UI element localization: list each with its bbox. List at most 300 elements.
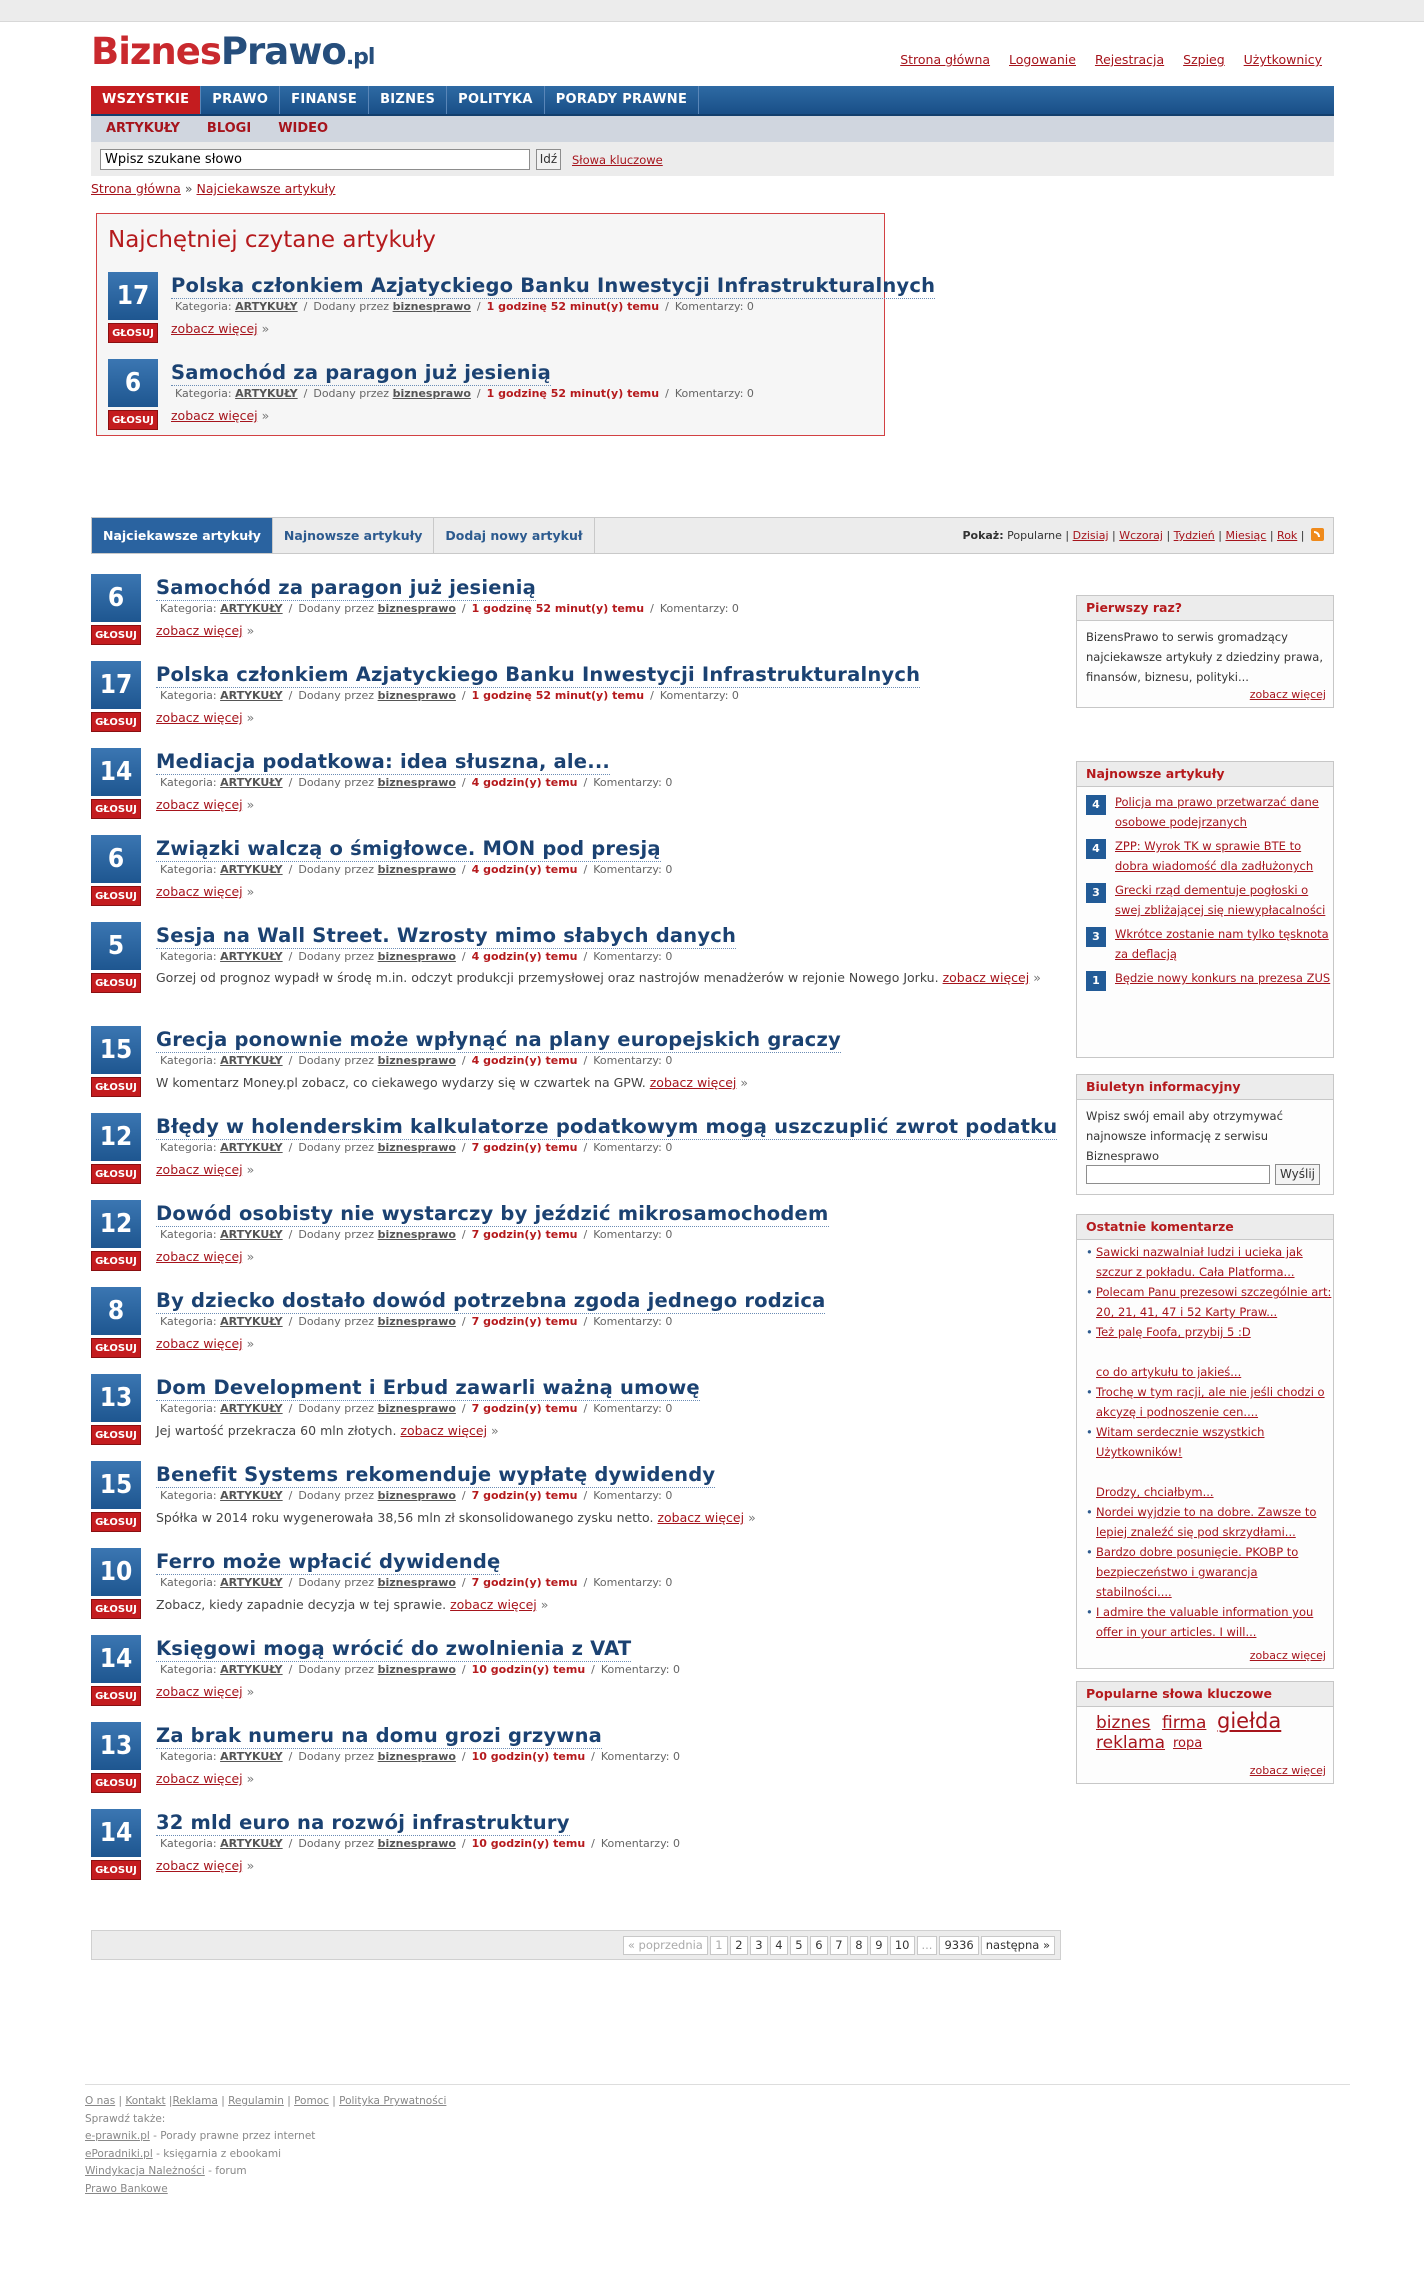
comment-item — [1077, 1542, 1333, 1602]
vote-button[interactable]: GŁOSUJ — [91, 973, 141, 993]
vote-button[interactable]: GŁOSUJ — [91, 1077, 141, 1097]
pagination-page[interactable]: 5 — [790, 1936, 808, 1955]
author-link[interactable]: biznesprawo — [377, 1054, 456, 1067]
top-link-login[interactable]: Logowanie — [1009, 52, 1076, 67]
comment-link[interactable]: co do artykułu to jakieś... — [1096, 1365, 1242, 1379]
separator: / — [288, 950, 293, 963]
article-title-link[interactable]: Ferro może wpłacić dywidendę — [156, 1550, 501, 1573]
vote-button[interactable]: GŁOSUJ — [91, 1686, 141, 1706]
article-excerpt — [156, 1771, 254, 1786]
author-link[interactable]: biznesprawo — [377, 1315, 456, 1328]
pagination-page[interactable]: 2 — [730, 1936, 748, 1955]
comment-count: Komentarzy: 0 — [600, 1663, 680, 1676]
see-more-link[interactable]: zobacz więcej — [450, 1597, 537, 1612]
pagination-page[interactable]: 8 — [850, 1936, 868, 1955]
article-title-link[interactable]: Za brak numeru na domu grozi grzywna — [156, 1724, 603, 1747]
newest-vote-count: 4 — [1086, 795, 1106, 815]
comment-count: Komentarzy: 0 — [593, 1576, 673, 1589]
see-more-link[interactable]: zobacz więcej — [156, 884, 243, 899]
article-time: 1 godzinę 52 minut(y) temu — [471, 689, 645, 702]
article-title-link[interactable]: Sesja na Wall Street. Wzrosty mimo słabych danych — [156, 924, 737, 947]
footer-link-ads[interactable]: Reklama — [172, 2095, 218, 2107]
category-link[interactable]: ARTYKUŁY — [220, 776, 283, 789]
see-more-link[interactable]: zobacz więcej — [156, 710, 243, 725]
newest-article-link[interactable]: Będzie nowy konkurs na prezesa ZUS — [1115, 971, 1331, 985]
footer-partner-link[interactable]: Windykacja Należności — [85, 2165, 205, 2177]
article-title-link[interactable]: Mediacja podatkowa: idea słuszna, ale... — [156, 750, 611, 773]
search-bar — [91, 142, 1334, 176]
separator: / — [288, 1663, 293, 1676]
category-link[interactable]: ARTYKUŁY — [220, 1837, 283, 1850]
author-link[interactable]: biznesprawo — [377, 689, 456, 702]
author-link[interactable]: biznesprawo — [377, 1228, 456, 1241]
keyword-link[interactable]: biznes — [1096, 1713, 1151, 1733]
vote-box — [91, 1548, 141, 1619]
footer-link-contact[interactable]: Kontakt — [125, 2095, 166, 2107]
pagination-page[interactable]: 4 — [770, 1936, 788, 1955]
added-by-label: Dodany przez — [313, 387, 390, 400]
keyword-link[interactable]: giełda — [1217, 1709, 1282, 1733]
category-link[interactable]: ARTYKUŁY — [220, 689, 283, 702]
article-title-link[interactable]: Polska członkiem Azjatyckiego Banku Inwestycji Infrastrukturalnych — [156, 663, 921, 686]
filter-label: Pokaż: — [962, 529, 1004, 542]
most-read-title: Najchętniej czytane artykuły — [108, 227, 436, 253]
added-by-label: Dodany przez — [298, 1576, 375, 1589]
added-by-label: Dodany przez — [298, 863, 375, 876]
filter-yesterday[interactable]: Wczoraj — [1119, 529, 1163, 542]
comment-item — [1077, 1382, 1333, 1422]
article-meta — [160, 950, 672, 963]
separator: / — [583, 1489, 588, 1502]
comment-count: Komentarzy: 0 — [593, 1228, 673, 1241]
logo-part-pl: .pl — [345, 45, 375, 70]
article-meta — [160, 1141, 672, 1154]
search-input[interactable] — [100, 149, 530, 170]
article-meta — [160, 689, 739, 702]
article-meta — [160, 1402, 672, 1415]
author-link[interactable]: biznesprawo — [377, 863, 456, 876]
keywords-link[interactable]: Słowa kluczowe — [572, 153, 663, 167]
keyword-link[interactable]: firma — [1162, 1713, 1207, 1733]
article-title-link[interactable]: Benefit Systems rekomenduje wypłatę dywidendy — [156, 1463, 716, 1486]
keyword-link[interactable]: ropa — [1173, 1736, 1203, 1751]
vote-button[interactable]: GŁOSUJ — [91, 625, 141, 645]
article-title-link[interactable]: Błędy w holenderskim kalkulatorze podatkowym mogą uszczuplić zwrot podatku — [156, 1115, 1058, 1138]
article-title-link[interactable]: Samochód za paragon już jesienią — [156, 576, 536, 599]
newsletter-text: Wpisz swój email aby otrzymywać najnowsze informację z serwisu Biznesprawo — [1086, 1109, 1283, 1163]
vote-button[interactable]: GŁOSUJ — [91, 712, 141, 732]
category-link[interactable]: ARTYKUŁY — [220, 1402, 283, 1415]
article-time: 1 godzinę 52 minut(y) temu — [471, 602, 645, 615]
footer-partner — [85, 2163, 1350, 2181]
article-time: 7 godzin(y) temu — [471, 1402, 578, 1415]
category-link[interactable]: ARTYKUŁY — [220, 1054, 283, 1067]
article-title-link[interactable]: Dom Development i Erbud zawarli ważną umowę — [156, 1376, 700, 1399]
vote-button[interactable]: GŁOSUJ — [91, 1338, 141, 1358]
separator: / — [461, 1315, 466, 1328]
vote-count: 13 — [91, 1722, 141, 1770]
see-more-link[interactable]: zobacz więcej — [400, 1423, 488, 1438]
vote-box — [91, 574, 141, 645]
most-read-item — [108, 272, 936, 352]
vote-button[interactable]: GŁOSUJ — [91, 1860, 141, 1880]
top-link-home[interactable]: Strona główna — [900, 52, 991, 67]
recent-comments-list — [1077, 1240, 1333, 1642]
see-more-link[interactable]: zobacz więcej — [649, 1075, 737, 1090]
vote-box — [91, 1635, 141, 1706]
newest-article-link[interactable]: Policja ma prawo przetwarzać dane osobowe podejrzanych — [1115, 795, 1319, 829]
article-excerpt — [156, 1684, 254, 1699]
see-more-link[interactable]: zobacz więcej — [171, 321, 258, 336]
separator: / — [288, 1576, 293, 1589]
separator: / — [461, 1837, 466, 1850]
comment-count: Komentarzy: 0 — [600, 1750, 680, 1763]
article-title-link[interactable]: 32 mld euro na rozwój infrastruktury — [156, 1811, 570, 1834]
footer-partner — [85, 2128, 1350, 2146]
popular-keywords-more-link[interactable]: zobacz więcej — [1249, 1764, 1326, 1777]
separator: / — [583, 1141, 588, 1154]
vote-box — [108, 359, 158, 430]
sub-nav — [91, 116, 1334, 142]
vote-button[interactable]: GŁOSUJ — [91, 1164, 141, 1184]
article-tabs-bar — [91, 517, 1334, 554]
footer-partner-link[interactable]: Prawo Bankowe — [85, 2182, 168, 2195]
separator: / — [583, 1576, 588, 1589]
article-meta — [160, 1576, 672, 1589]
article-excerpt — [156, 969, 1066, 987]
site-logo[interactable] — [91, 30, 374, 80]
newest-vote-count: 1 — [1086, 971, 1106, 991]
vote-button[interactable]: GŁOSUJ — [91, 1599, 141, 1619]
separator: / — [461, 776, 466, 789]
article-meta — [160, 602, 739, 615]
added-by-label: Dodany przez — [298, 1750, 375, 1763]
vote-box — [108, 272, 158, 343]
excerpt-text: Gorzej od prognoz wypadł w środę m.in. odczyt produkcji przemysłowej oraz nastrojów menadżerów w rejonie Nowego Jorku. — [156, 970, 939, 985]
separator: / — [288, 689, 293, 702]
pagination-page[interactable]: 7 — [830, 1936, 848, 1955]
article-excerpt — [156, 1510, 756, 1525]
separator: / — [583, 1228, 588, 1241]
comment-link[interactable]: Nordei wyjdzie to na dobre. Zawsze to lepiej znaleźć się pod skrzydłami... — [1096, 1505, 1317, 1539]
comment-item — [1077, 1282, 1333, 1322]
article-title-link[interactable]: Księgowi mogą wrócić do zwolnienia z VAT — [156, 1637, 632, 1660]
article-meta — [160, 1315, 672, 1328]
pagination-page[interactable]: 10 — [890, 1936, 915, 1955]
footer-link-terms[interactable]: Regulamin — [228, 2095, 284, 2107]
raquo: » — [246, 1858, 255, 1873]
vote-box — [91, 1722, 141, 1793]
article-title-link[interactable]: Grecja ponownie może wpłynąć na plany europejskich graczy — [156, 1028, 841, 1051]
see-more-link[interactable]: zobacz więcej — [156, 1858, 243, 1873]
author-link[interactable]: biznesprawo — [377, 1141, 456, 1154]
article-excerpt — [156, 1162, 254, 1177]
recent-comments-title: Ostatnie komentarze — [1077, 1215, 1333, 1240]
see-more-link[interactable]: zobacz więcej — [156, 623, 243, 638]
comment-count: Komentarzy: 0 — [593, 863, 673, 876]
added-by-label: Dodany przez — [298, 776, 375, 789]
newest-article-item — [1077, 836, 1333, 876]
comment-item — [1077, 1602, 1333, 1642]
comment-item — [1077, 1422, 1333, 1462]
comment-count: Komentarzy: 0 — [600, 1837, 680, 1850]
pagination — [91, 1930, 1061, 1960]
category-link[interactable]: ARTYKUŁY — [220, 1315, 283, 1328]
see-more-link[interactable]: zobacz więcej — [156, 1684, 243, 1699]
vote-count: 15 — [91, 1461, 141, 1509]
pagination-next[interactable]: następna » — [981, 1936, 1055, 1955]
article-excerpt — [156, 1336, 254, 1351]
excerpt-text: W komentarz Money.pl zobacz, co ciekawego wydarzy się w czwartek na GPW. — [156, 1075, 646, 1090]
vote-button[interactable]: GŁOSUJ — [91, 1773, 141, 1793]
comment-count: Komentarzy: 0 — [593, 1315, 673, 1328]
newsletter-email-field[interactable] — [1086, 1165, 1270, 1184]
vote-box — [91, 661, 141, 732]
footer-link-help[interactable]: Pomoc — [294, 2095, 329, 2107]
footer-links: O nas | Kontakt |Reklama | Regulamin | Pomoc | Polityka Prywatności — [85, 2095, 447, 2107]
author-link[interactable]: biznesprawo — [377, 950, 456, 963]
article-item — [91, 1635, 1061, 1719]
filter-week[interactable]: Tydzień — [1173, 529, 1215, 542]
article-excerpt — [156, 623, 254, 638]
first-time-title: Pierwszy raz? — [1077, 596, 1333, 621]
main-nav-all[interactable]: WSZYSTKIE — [91, 86, 201, 114]
raquo: » — [261, 408, 270, 423]
top-link-spy[interactable]: Szpieg — [1183, 52, 1225, 67]
article-item — [91, 1374, 1061, 1458]
sub-nav-articles[interactable]: ARTYKUŁY — [106, 121, 180, 136]
tab-newest[interactable]: Najnowsze artykuły — [273, 518, 434, 553]
vote-count: 6 — [91, 574, 141, 622]
article-item — [91, 1026, 1061, 1110]
vote-box — [91, 1026, 141, 1097]
vote-count: 6 — [108, 359, 158, 407]
newest-vote-count: 4 — [1086, 839, 1106, 859]
added-by-label: Dodany przez — [298, 1663, 375, 1676]
breadcrumb-home[interactable]: Strona główna — [91, 181, 181, 196]
article-title-link[interactable]: Polska członkiem Azjatyckiego Banku Inwestycji Infrastrukturalnych — [171, 274, 936, 297]
article-excerpt — [156, 710, 254, 725]
author-link[interactable]: biznesprawo — [392, 300, 471, 313]
newest-vote-count: 3 — [1086, 883, 1106, 903]
newest-article-item — [1077, 792, 1333, 832]
article-time: 1 godzinę 52 minut(y) temu — [486, 387, 660, 400]
author-link[interactable]: biznesprawo — [377, 1402, 456, 1415]
logo-part-prawo: Prawo — [220, 30, 346, 73]
sub-nav-blogs[interactable]: BLOGI — [206, 121, 252, 136]
newsletter-send-button[interactable]: Wyślij — [1275, 1164, 1320, 1185]
vote-box — [91, 1287, 141, 1358]
main-nav-finance[interactable]: FINANSE — [280, 86, 369, 114]
category-label: Kategoria: — [175, 387, 232, 400]
rss-icon[interactable] — [1311, 528, 1324, 541]
first-time-more-link[interactable]: zobacz więcej — [1249, 688, 1326, 701]
separator: / — [583, 863, 588, 876]
author-link[interactable]: biznesprawo — [377, 1576, 456, 1589]
added-by-label: Dodany przez — [298, 1402, 375, 1415]
category-link[interactable]: ARTYKUŁY — [220, 1663, 283, 1676]
category-label: Kategoria: — [160, 776, 217, 789]
comment-link[interactable]: Polecam Panu prezesowi szczególnie art: 20, 21, 41, 47 i 52 Karty Praw... — [1096, 1285, 1332, 1319]
category-label: Kategoria: — [160, 950, 217, 963]
footer-partner-link[interactable]: ePoradniki.pl — [85, 2147, 153, 2160]
pagination-page[interactable]: 3 — [750, 1936, 768, 1955]
article-meta: Kategoria: ARTYKUŁY / Dodany przez biznesprawo / 1 godzinę 52 minut(y) temu / Komentarzy: 0 — [175, 300, 754, 313]
main-nav-politics[interactable]: POLITYKA — [447, 86, 545, 114]
raquo: » — [246, 623, 255, 638]
vote-count: 15 — [91, 1026, 141, 1074]
recent-comments-more-link[interactable]: zobacz więcej — [1249, 1649, 1326, 1662]
vote-button[interactable]: GŁOSUJ — [108, 323, 158, 343]
popular-keywords-title: Popularne słowa kluczowe — [1077, 1682, 1333, 1707]
first-time-box — [1076, 595, 1334, 708]
raquo: » — [261, 321, 270, 336]
vote-count: 8 — [91, 1287, 141, 1335]
filter-year[interactable]: Rok — [1277, 529, 1298, 542]
article-time: 4 godzin(y) temu — [471, 863, 578, 876]
vote-button[interactable]: GŁOSUJ — [91, 1251, 141, 1271]
footer — [85, 2084, 1350, 2198]
category-label: Kategoria: — [160, 1141, 217, 1154]
article-time: 7 godzin(y) temu — [471, 1141, 578, 1154]
top-link-register[interactable]: Rejestracja — [1094, 52, 1165, 67]
newest-article-link[interactable]: Wkrótce zostanie nam tylko tęsknota za deflacją — [1115, 927, 1329, 961]
category-link[interactable]: ARTYKUŁY — [220, 863, 283, 876]
category-link[interactable]: ARTYKUŁY — [235, 387, 298, 400]
article-excerpt — [156, 884, 254, 899]
comment-link[interactable]: Sawicki nazwalniał ludzi i ucieka jak szczur z pokładu. Cała Platforma... — [1096, 1245, 1303, 1279]
footer-see-also: Sprawdź także: — [85, 2112, 166, 2125]
see-more-link[interactable]: zobacz więcej — [657, 1510, 745, 1525]
pagination-page[interactable]: 6 — [810, 1936, 828, 1955]
breadcrumb-current[interactable]: Najciekawsze artykuły — [196, 181, 336, 196]
vote-count: 13 — [91, 1374, 141, 1422]
filter-today[interactable]: Dzisiaj — [1072, 529, 1109, 542]
see-more-link[interactable]: zobacz więcej — [156, 1771, 243, 1786]
category-link[interactable]: ARTYKUŁY — [220, 1576, 283, 1589]
category-label: Kategoria: — [160, 863, 217, 876]
added-by-label: Dodany przez — [298, 1489, 375, 1502]
separator: / — [583, 1402, 588, 1415]
tab-most-interesting[interactable]: Najciekawsze artykuły — [92, 518, 273, 553]
comment-link[interactable]: Drodzy, chciałbym... — [1096, 1485, 1214, 1499]
category-link[interactable]: ARTYKUŁY — [220, 1489, 283, 1502]
article-item — [91, 922, 1061, 1006]
newest-article-link[interactable]: ZPP: Wyrok TK w sprawie BTE to dobra wiadomość dla zadłużonych — [1115, 839, 1314, 873]
vote-button[interactable]: GŁOSUJ — [91, 1425, 141, 1445]
separator: / — [583, 776, 588, 789]
separator: / — [583, 1054, 588, 1067]
raquo: » — [246, 1684, 255, 1699]
vote-button[interactable]: GŁOSUJ — [91, 799, 141, 819]
footer-link-privacy[interactable]: Polityka Prywatności — [339, 2095, 447, 2107]
comment-link[interactable]: Bardzo dobre posunięcie. PKOBP to bezpieczeństwo i gwarancja stabilności.... — [1096, 1545, 1299, 1599]
author-link[interactable]: biznesprawo — [377, 602, 456, 615]
see-more-link[interactable]: zobacz więcej — [156, 1249, 243, 1264]
author-link[interactable]: biznesprawo — [377, 1750, 456, 1763]
main-nav-legal-advice[interactable]: PORADY PRAWNE — [545, 86, 699, 114]
keyword-link[interactable]: reklama — [1096, 1733, 1166, 1753]
comment-count: Komentarzy: 0 — [593, 1489, 673, 1502]
article-item — [91, 661, 1061, 745]
newest-article-item — [1077, 968, 1333, 988]
footer-link-about[interactable]: O nas — [85, 2095, 116, 2107]
comment-link[interactable]: I admire the valuable information you offer in your articles. I will... — [1096, 1605, 1314, 1639]
category-link[interactable]: ARTYKUŁY — [220, 1141, 283, 1154]
raquo: » — [491, 1423, 499, 1438]
category-link[interactable]: ARTYKUŁY — [220, 950, 283, 963]
author-link[interactable]: biznesprawo — [377, 1663, 456, 1676]
pagination-page[interactable]: 9336 — [939, 1936, 978, 1955]
vote-button[interactable]: GŁOSUJ — [108, 410, 158, 430]
vote-box — [91, 835, 141, 906]
vote-box — [91, 1461, 141, 1532]
category-link[interactable]: ARTYKUŁY — [220, 1228, 283, 1241]
article-title-link[interactable]: Samochód za paragon już jesienią — [171, 361, 551, 384]
author-link[interactable]: biznesprawo — [392, 387, 471, 400]
author-link[interactable]: biznesprawo — [377, 776, 456, 789]
footer-partner-desc: - Porady prawne przez internet — [149, 2130, 316, 2142]
category-link[interactable]: ARTYKUŁY — [220, 602, 283, 615]
vote-button[interactable]: GŁOSUJ — [91, 1512, 141, 1532]
separator: / — [461, 1228, 466, 1241]
comment-link[interactable]: Witam serdecznie wszystkich Użytkowników! — [1096, 1425, 1265, 1459]
main-nav-law[interactable]: PRAWO — [201, 86, 280, 114]
comment-link[interactable]: Trochę w tym racji, ale nie jeśli chodzi o akcyzę i podnoszenie cen.... — [1096, 1385, 1325, 1419]
vote-count: 14 — [91, 1635, 141, 1683]
tab-add-article[interactable]: Dodaj nowy artykuł — [434, 518, 594, 553]
comment-item — [1077, 1502, 1333, 1542]
top-link-users[interactable]: Użytkownicy — [1243, 52, 1322, 67]
separator: / — [288, 1837, 293, 1850]
filter-current: Popularne — [1007, 529, 1062, 542]
separator: / — [288, 1054, 293, 1067]
category-link[interactable]: ARTYKUŁY — [220, 1750, 283, 1763]
see-more-link[interactable]: zobacz więcej — [156, 797, 243, 812]
vote-button[interactable]: GŁOSUJ — [91, 886, 141, 906]
see-more-link[interactable]: zobacz więcej — [171, 408, 258, 423]
newest-articles-box — [1076, 761, 1334, 1058]
comment-item — [1077, 1242, 1333, 1282]
footer-partner-link[interactable]: e-prawnik.pl — [85, 2130, 150, 2142]
article-title-link[interactable]: Dowód osobisty nie wystarczy by jeździć mikrosamochodem — [156, 1202, 829, 1225]
category-link[interactable]: ARTYKUŁY — [235, 300, 298, 313]
see-more-link[interactable]: zobacz więcej — [942, 970, 1030, 985]
see-more-link[interactable]: zobacz więcej — [156, 1162, 243, 1177]
article-title-link[interactable]: By dziecko dostało dowód potrzebna zgoda jednego rodzica — [156, 1289, 826, 1312]
see-more-link[interactable]: zobacz więcej — [156, 1336, 243, 1351]
article-excerpt — [156, 1597, 548, 1612]
filter-month[interactable]: Miesiąc — [1225, 529, 1267, 542]
main-nav-business[interactable]: BIZNES — [369, 86, 447, 114]
newest-article-link[interactable]: Grecki rząd dementuje pogłoski o swej zbliżającej się niewypłacalności — [1115, 883, 1326, 917]
added-by-label: Dodany przez — [298, 689, 375, 702]
main-nav — [91, 86, 1334, 116]
author-link[interactable]: biznesprawo — [377, 1489, 456, 1502]
raquo: » — [246, 1771, 255, 1786]
sub-nav-video[interactable]: WIDEO — [278, 121, 329, 136]
excerpt-text: Zobacz, kiedy zapadnie decyzja w tej sprawie. — [156, 1597, 447, 1612]
author-link[interactable]: biznesprawo — [377, 1837, 456, 1850]
article-title-link[interactable]: Związki walczą o śmigłowce. MON pod presją — [156, 837, 661, 860]
category-label: Kategoria: — [160, 689, 217, 702]
search-button[interactable]: Idź — [536, 149, 561, 170]
pagination-page[interactable]: 9 — [870, 1936, 888, 1955]
added-by-label: Dodany przez — [313, 300, 390, 313]
article-item — [91, 1287, 1061, 1371]
comment-link[interactable]: Też palę Foofa, przybij 5 :D — [1096, 1325, 1251, 1339]
separator: / — [583, 950, 588, 963]
